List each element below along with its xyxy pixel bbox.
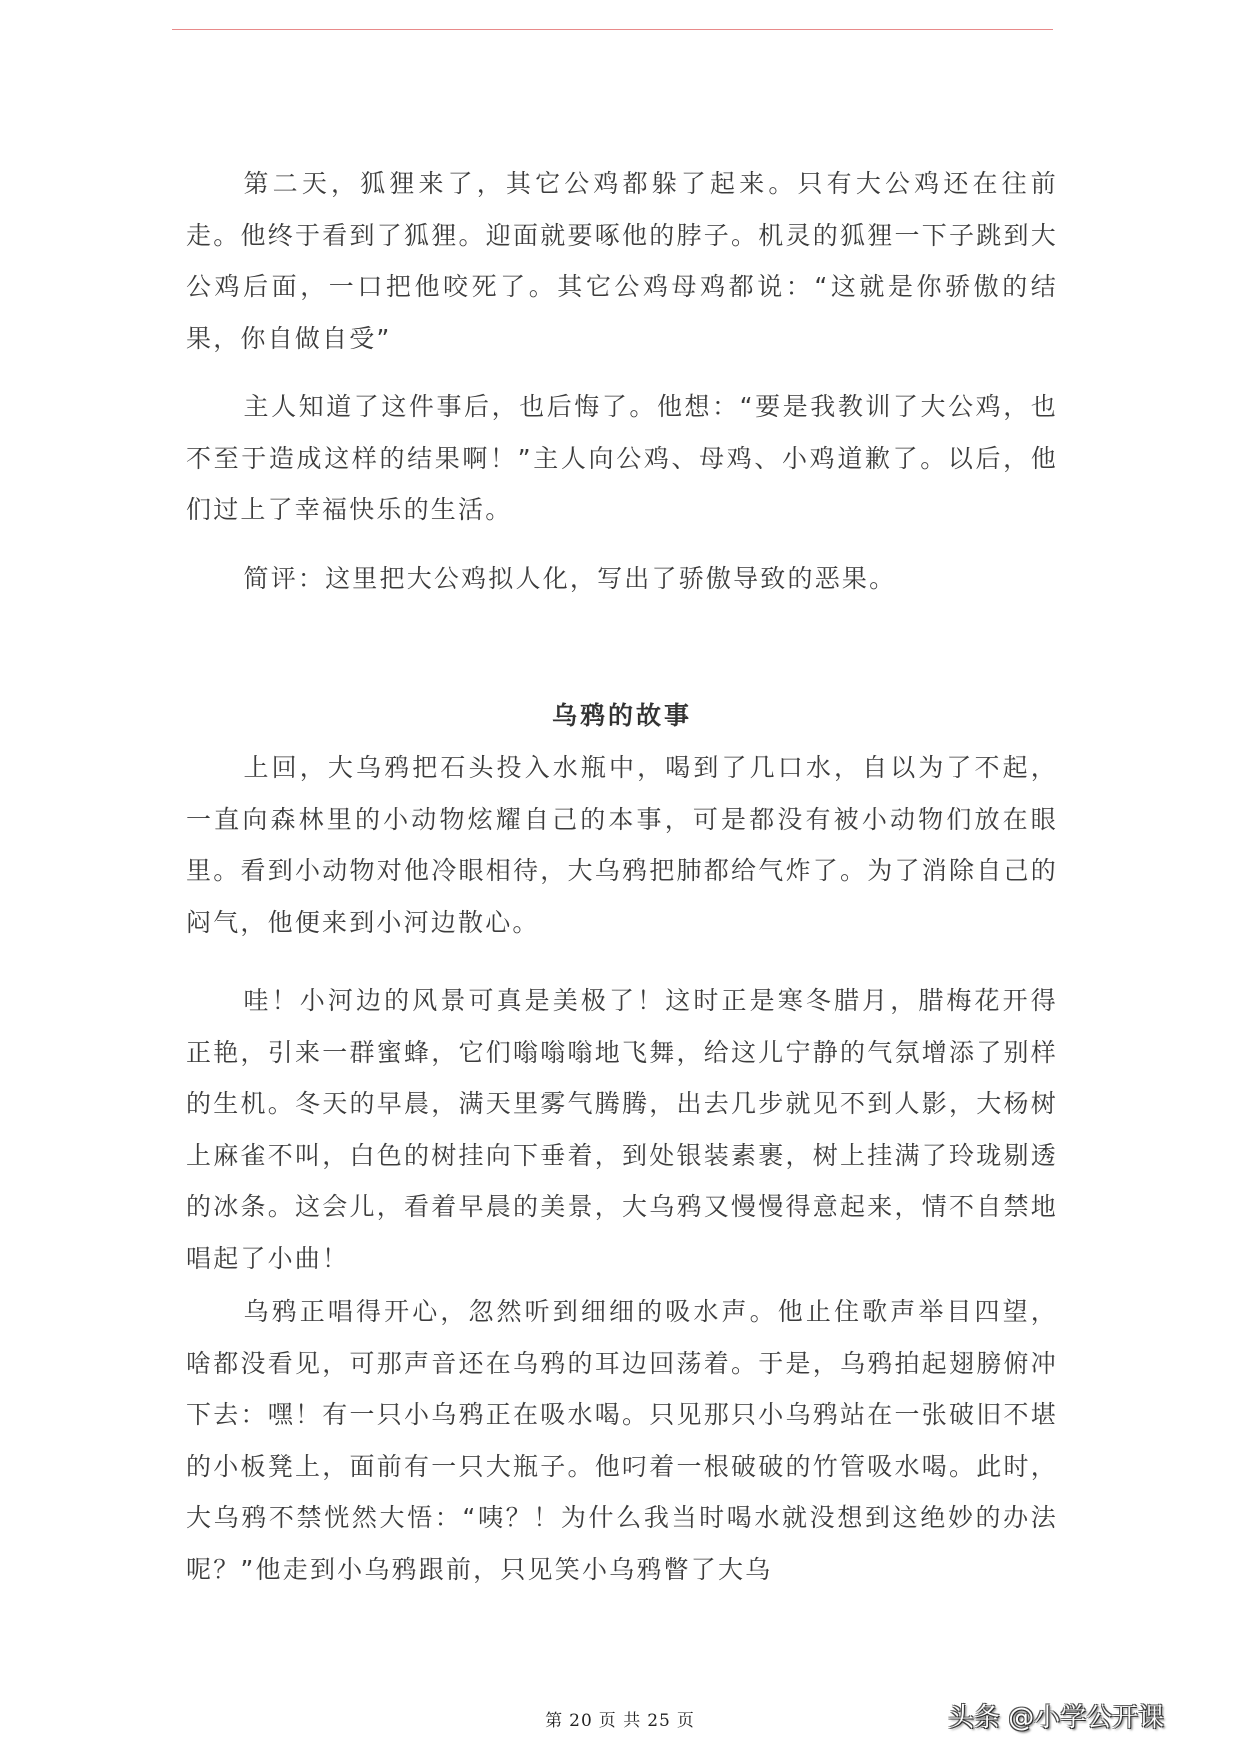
page-label-suffix: 页 (676, 1711, 695, 1731)
page-label-prefix: 第 (545, 1711, 564, 1731)
paragraph: 哇！小河边的风景可真是美极了！这时正是寒冬腊月，腊梅花开得正艳，引来一群蜜蜂，它们嗡嗡嗡地飞舞，给这儿宁静的气氛增添了别样的生机。冬天的早晨，满天里雾气腾腾，出去几步就见不到人影，大杨树上麻雀不叫，白色的树挂向下垂着，到处银装素裹，树上挂满了玲珑剔透的冰条。这会儿，看着早晨的美景，大乌鸦又慢慢得意起来，情不自禁地唱起了小曲！ (186, 986, 1058, 1273)
paragraph: 乌鸦正唱得开心，忽然听到细细的吸水声。他止住歌声举目四望，啥都没看见，可那声音还在乌鸦的耳边回荡着。于是，乌鸦拍起翅膀俯冲下去：嘿！有一只小乌鸦正在吸水喝。只见那只小乌鸦站在一张破旧不堪的小板凳上，面前有一只大瓶子。他叼着一根破破的竹管吸水喝。此时，大乌鸦不禁恍然大悟：“咦？！为什么我当时喝水就没想到这绝妙的办法呢？”他走到小乌鸦跟前，只见笑小乌鸦瞥了大乌 (186, 1297, 1058, 1584)
paragraph: 第二天，狐狸来了，其它公鸡都躲了起来。只有大公鸡还在往前走。他终于看到了狐狸。迎面就要啄他的脖子。机灵的狐狸一下子跳到大公鸡后面，一口把他咬死了。其它公鸡母鸡都说：“这就是你骄傲的结果，你自做自受” (186, 169, 1058, 353)
current-page: 20 (569, 1711, 593, 1731)
review-paragraph: 简评：这里把大公鸡拟人化，写出了骄傲导致的恶果。 (243, 564, 897, 593)
story-title: 乌鸦的故事 (551, 701, 692, 730)
paragraph: 上回，大乌鸦把石头投入水瓶中，喝到了几口水，自以为了不起，一直向森林里的小动物炫耀自己的本事，可是都没有被小动物们放在眼里。看到小动物对他冷眼相待，大乌鸦把肺都给气炸了。为了消除自己的闷气，他便来到小河边散心。 (186, 753, 1058, 937)
total-pages: 25 (647, 1711, 671, 1731)
page-label-mid: 页 共 (598, 1711, 642, 1731)
paragraph: 主人知道了这件事后，也后悔了。他想：“要是我教训了大公鸡，也不至于造成这样的结果啊！”主人向公鸡、母鸡、小鸡道歉了。以后，他们过上了幸福快乐的生活。 (186, 392, 1058, 524)
watermark: 头条 @小学公开课 (948, 1703, 1165, 1733)
header-rule (172, 29, 1053, 30)
